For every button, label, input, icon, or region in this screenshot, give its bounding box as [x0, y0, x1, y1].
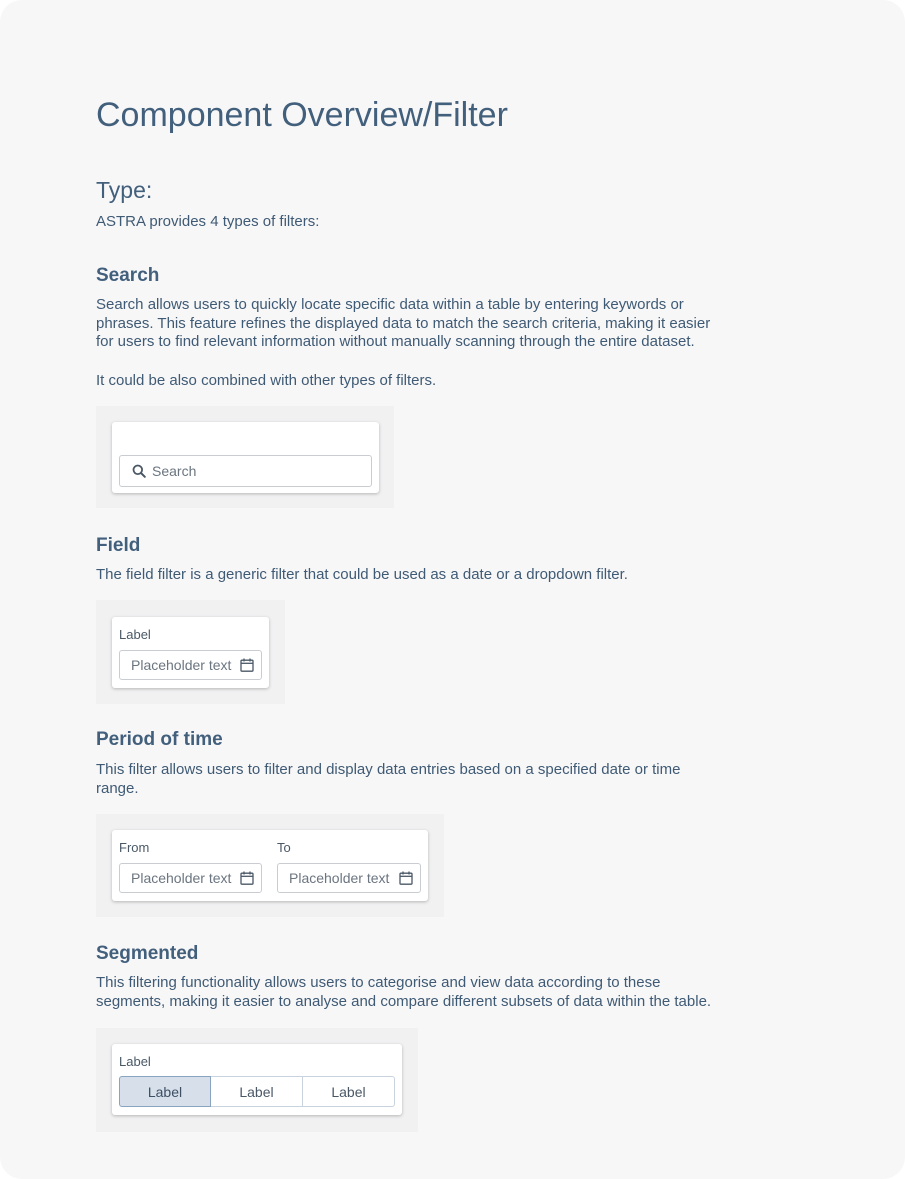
- segmented-heading: Segmented: [96, 943, 199, 964]
- search-preview: [96, 406, 394, 508]
- search-note: It could be also combined with other types of filters.: [96, 372, 437, 389]
- search-heading: Search: [96, 265, 160, 286]
- calendar-icon[interactable]: [399, 871, 413, 885]
- from-date-input[interactable]: [119, 863, 262, 893]
- period-description-line: range.: [96, 779, 139, 797]
- period-description: [96, 761, 786, 798]
- period-card: [112, 830, 428, 901]
- page-title: Component Overview/Filter: [96, 96, 508, 134]
- search-input[interactable]: [119, 455, 372, 487]
- field-description: The field filter is a generic filter that could be used as a date or a dropdown filter.: [96, 566, 628, 583]
- segmented-description-line: segments, making it easier to analyse and compare different subsets of data within the table.: [96, 992, 712, 1010]
- calendar-icon[interactable]: [240, 871, 254, 885]
- period-description-line: This filter allows users to filter and display data entries based on a specified date or time: [96, 761, 681, 778]
- to-label: To: [277, 840, 291, 855]
- segmented-card: [112, 1044, 402, 1115]
- segmented-label: Label: [119, 1054, 151, 1069]
- segmented-description: [96, 974, 816, 1011]
- field-preview: [96, 600, 285, 704]
- segmented-description-line: This filtering functionality allows users to categorise and view data according to these: [96, 974, 661, 991]
- search-card: [112, 422, 379, 493]
- segment-1-button[interactable]: Label: [119, 1076, 211, 1107]
- calendar-icon[interactable]: [240, 658, 254, 672]
- search-description-line: phrases. This feature refines the displayed data to match the search criteria, making it easier: [96, 314, 711, 332]
- period-preview: [96, 814, 444, 917]
- type-heading: Type:: [96, 177, 153, 203]
- field-heading: Field: [96, 535, 141, 556]
- field-card: [112, 617, 269, 688]
- to-placeholder: Placeholder text: [289, 870, 390, 886]
- intro-text: ASTRA provides 4 types of filters:: [96, 213, 320, 230]
- search-description: [96, 296, 786, 352]
- segmented-preview: [96, 1028, 418, 1132]
- search-description-line: Search allows users to quickly locate specific data within a table by entering keywords or: [96, 296, 684, 313]
- segment-2-button[interactable]: Label: [211, 1076, 303, 1107]
- field-label: Label: [119, 627, 151, 642]
- segment-3-button[interactable]: Label: [303, 1076, 395, 1107]
- to-date-input[interactable]: [277, 863, 421, 893]
- search-description-line: for users to find relevant information without manually scanning through the entire dataset.: [96, 333, 695, 350]
- date-field-input[interactable]: [119, 650, 262, 680]
- from-placeholder: Placeholder text: [131, 870, 232, 886]
- search-icon: [132, 464, 146, 478]
- field-placeholder: Placeholder text: [131, 657, 232, 673]
- period-heading: Period of time: [96, 729, 223, 750]
- search-placeholder: Search: [152, 463, 197, 479]
- from-label: From: [119, 840, 150, 855]
